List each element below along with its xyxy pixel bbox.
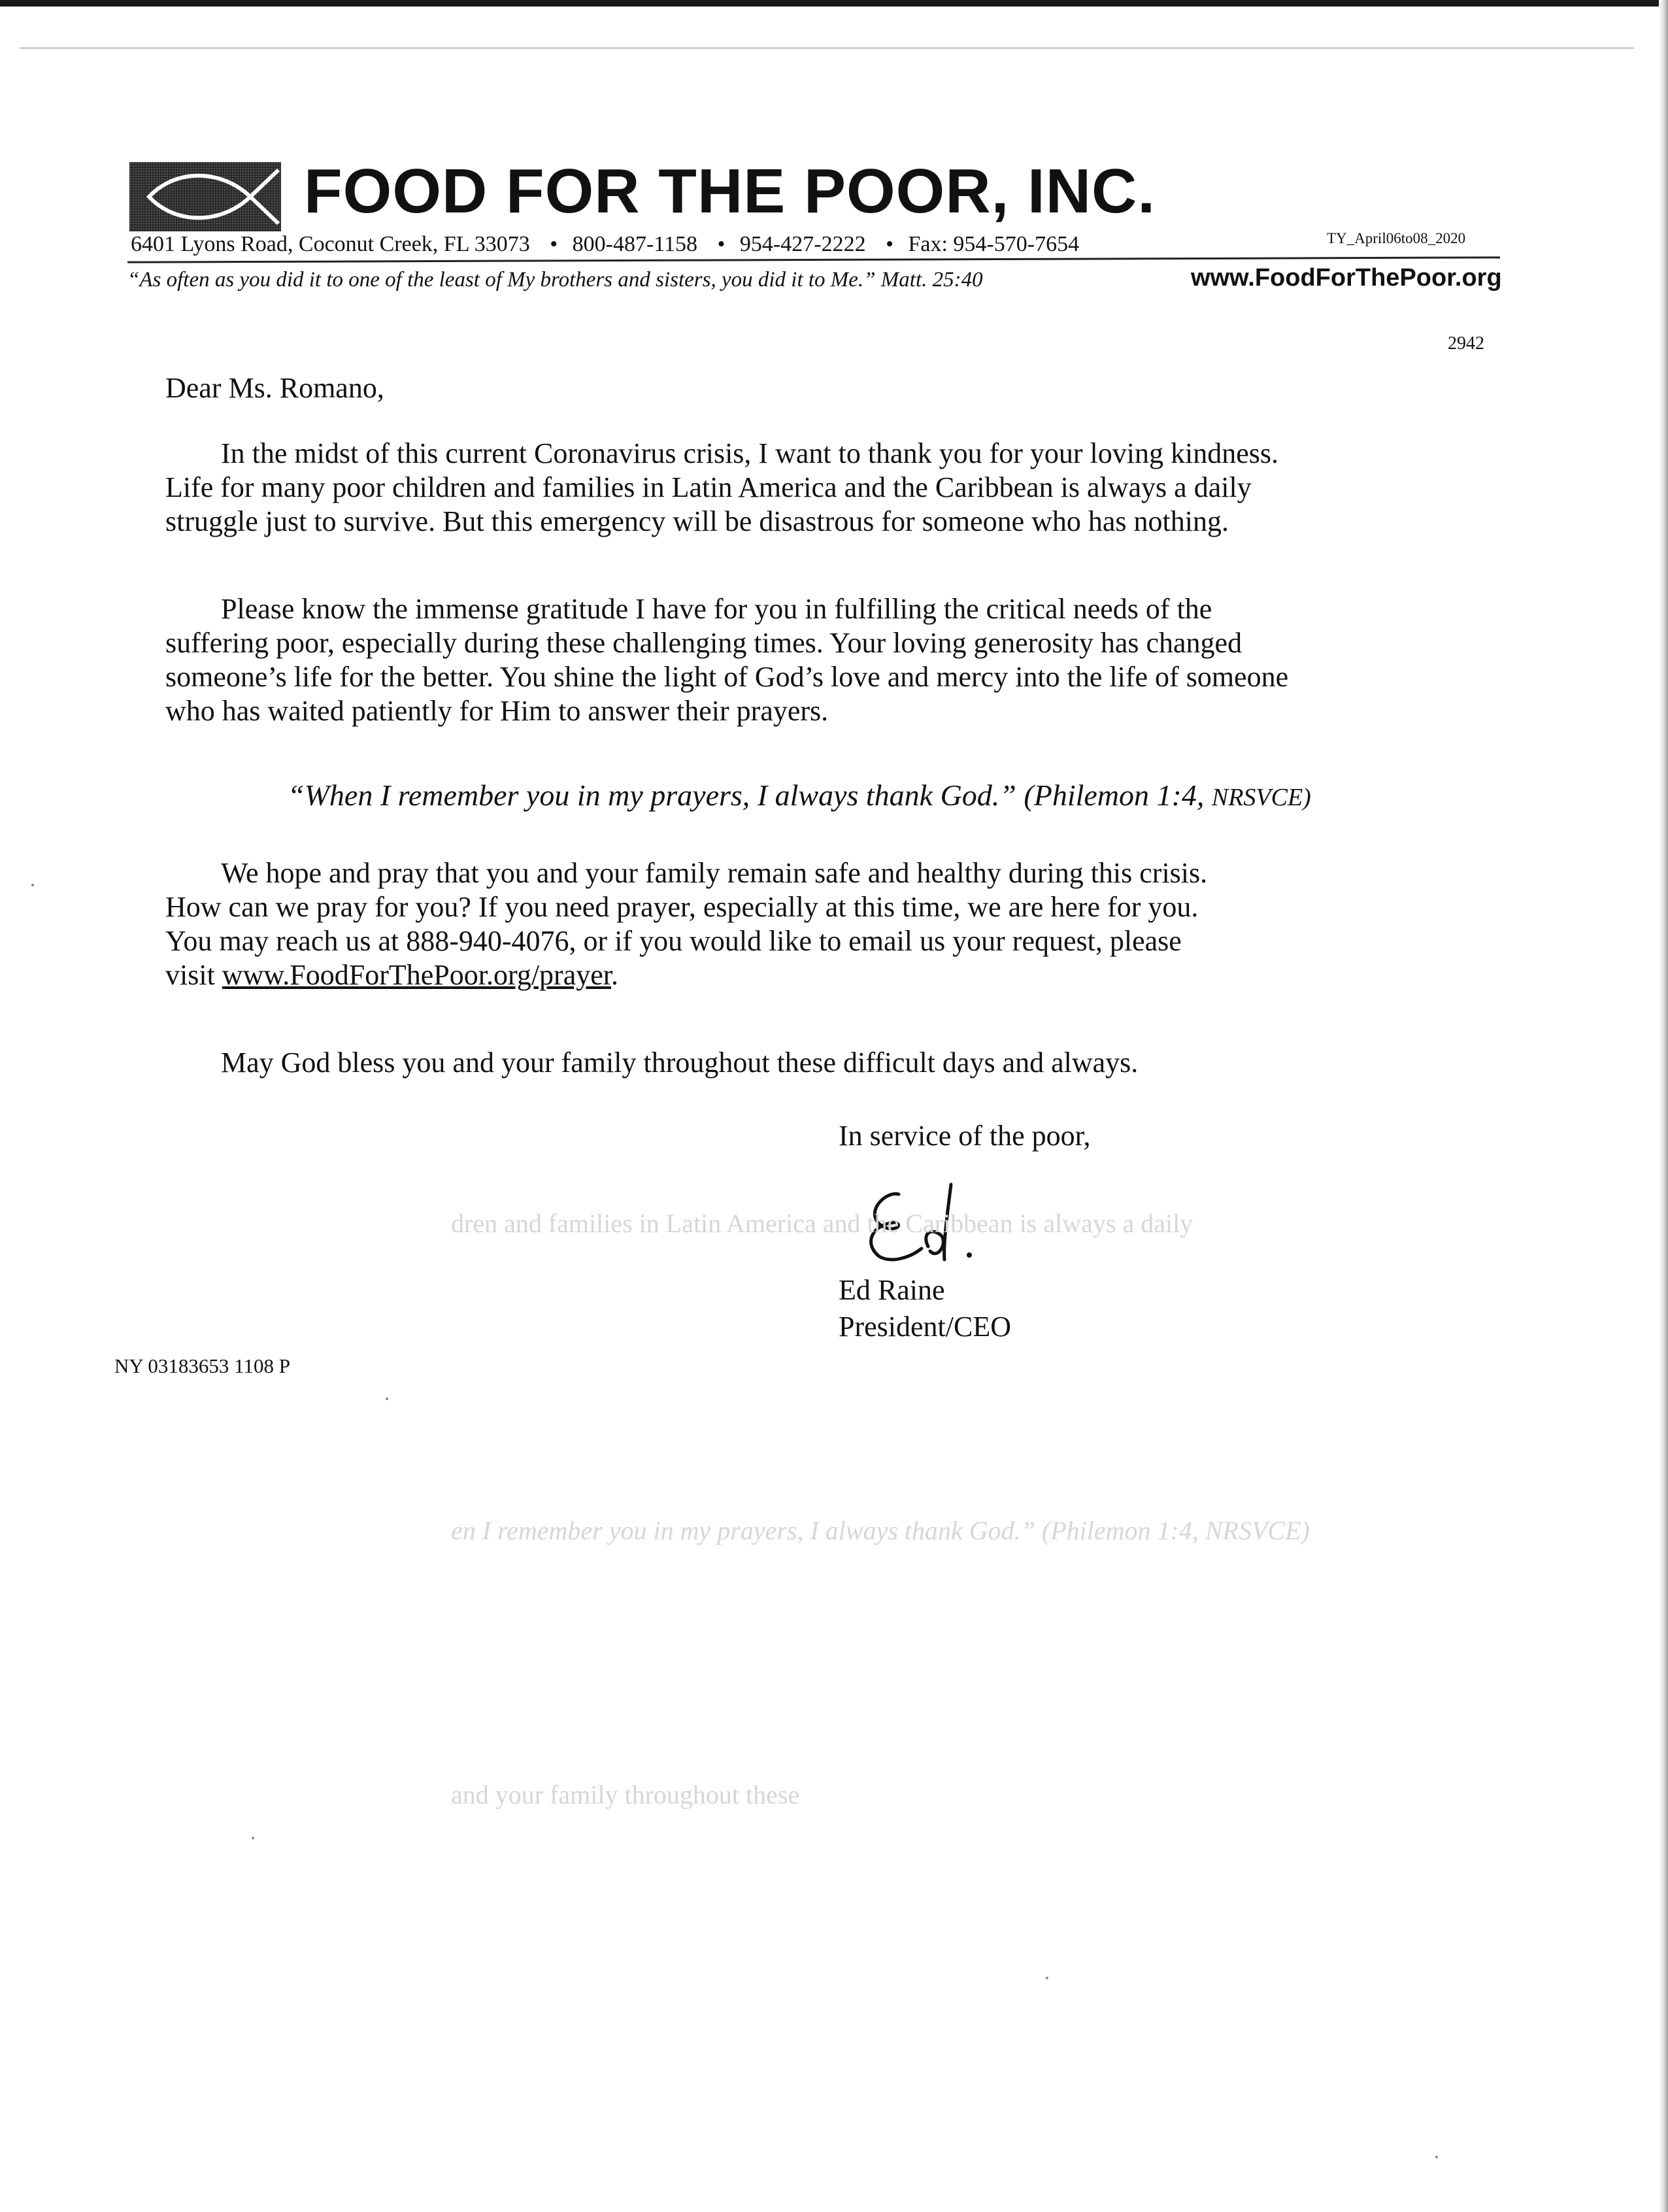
scan-speck — [252, 1837, 254, 1839]
scan-speck — [1435, 2156, 1438, 2158]
ichthys-fish-icon — [129, 162, 281, 231]
letterhead-website: www.FoodForThePoor.org — [1191, 264, 1502, 292]
scan-speck — [1046, 1977, 1048, 1979]
paragraph-1-line: Life for many poor children and families in Latin America and the Caribbean is always a daily — [165, 471, 1252, 503]
tracking-code: NY 03183653 1108 P — [114, 1354, 290, 1377]
scan-speck — [386, 1398, 388, 1400]
salutation: Dear Ms. Romano, — [165, 372, 384, 404]
prayer-link[interactable]: www.FoodForThePoor.org/prayer — [222, 959, 611, 991]
bleed-through-text: en I remember you in my prayers, I always thank God.” (Philemon 1:4, NRSVCE) — [451, 1516, 1310, 1545]
paragraph-3-prefix: visit — [165, 959, 222, 991]
scripture-quote — [288, 778, 1311, 813]
phone-number-2: 954-427-2222 — [739, 232, 866, 256]
paragraph-3-suffix: . — [610, 959, 618, 991]
separator-dot: • — [886, 232, 893, 256]
paragraph-2-line: who has waited patiently for Him to answer their prayers. — [165, 695, 829, 727]
paragraph-1-line: struggle just to survive. But this emergency will be disastrous for someone who has nothing. — [165, 505, 1229, 537]
quote-version: NRSVCE) — [1211, 784, 1311, 811]
address-line — [131, 232, 1088, 257]
street-address: 6401 Lyons Road, Coconut Creek, FL 33073 — [131, 232, 530, 256]
signer-name: Ed Raine — [839, 1274, 945, 1306]
paragraph-3-line: We hope and pray that you and your family remain safe and healthy during this crisis. — [221, 857, 1208, 889]
paragraph-3-line: You may reach us at 888-940-4076, or if you would like to email us your request, please — [165, 925, 1182, 957]
paragraph-3-line: How can we pray for you? If you need prayer, especially at this time, we are here for you. — [165, 891, 1199, 923]
signer-title: President/CEO — [839, 1311, 1011, 1343]
quote-text: “When I remember you in my prayers, I always thank God.” — [288, 779, 1016, 812]
fax-number: Fax: 954-570-7654 — [908, 232, 1080, 256]
reference-code: TY_April06to08_2020 — [1327, 230, 1466, 246]
separator-dot: • — [550, 232, 558, 256]
phone-number-1: 800-487-1158 — [572, 232, 698, 256]
bleed-through-text: and your family throughout these — [451, 1780, 800, 1809]
page-number: 2942 — [1448, 333, 1484, 354]
paragraph-2-line: Please know the immense gratitude I have for you in fulfilling the critical needs of the — [221, 593, 1212, 625]
bleed-through-text: dren and families in Latin America and the Caribbean is always a daily — [451, 1209, 1193, 1238]
letterhead-scripture: “As often as you did it to one of the least of My brothers and sisters, you did it to Me.” Matt. 25:40 — [127, 268, 983, 292]
closing-line: In service of the poor, — [839, 1120, 1091, 1152]
scan-top-edge — [0, 0, 1668, 7]
paragraph-2-line: suffering poor, especially during these challenging times. Your loving generosity has changed — [165, 627, 1243, 659]
separator-dot: • — [717, 232, 726, 256]
organization-name: FOOD FOR THE POOR, INC. — [304, 156, 1156, 226]
paragraph-4: May God bless you and your family throughout these difficult days and always. — [221, 1047, 1139, 1079]
paragraph-2-line: someone’s life for the better. You shine the light of God’s love and mercy into the life of someone — [165, 661, 1289, 693]
scan-speck — [31, 884, 34, 886]
scan-artifact-line — [20, 47, 1634, 49]
letterhead-divider — [127, 256, 1500, 263]
paragraph-3-line — [165, 958, 618, 992]
quote-reference: (Philemon 1:4, — [1024, 779, 1205, 812]
scan-right-edge — [1659, 0, 1668, 2212]
paragraph-1-line: In the midst of this current Coronavirus crisis, I want to thank you for your loving kindness. — [221, 437, 1278, 469]
